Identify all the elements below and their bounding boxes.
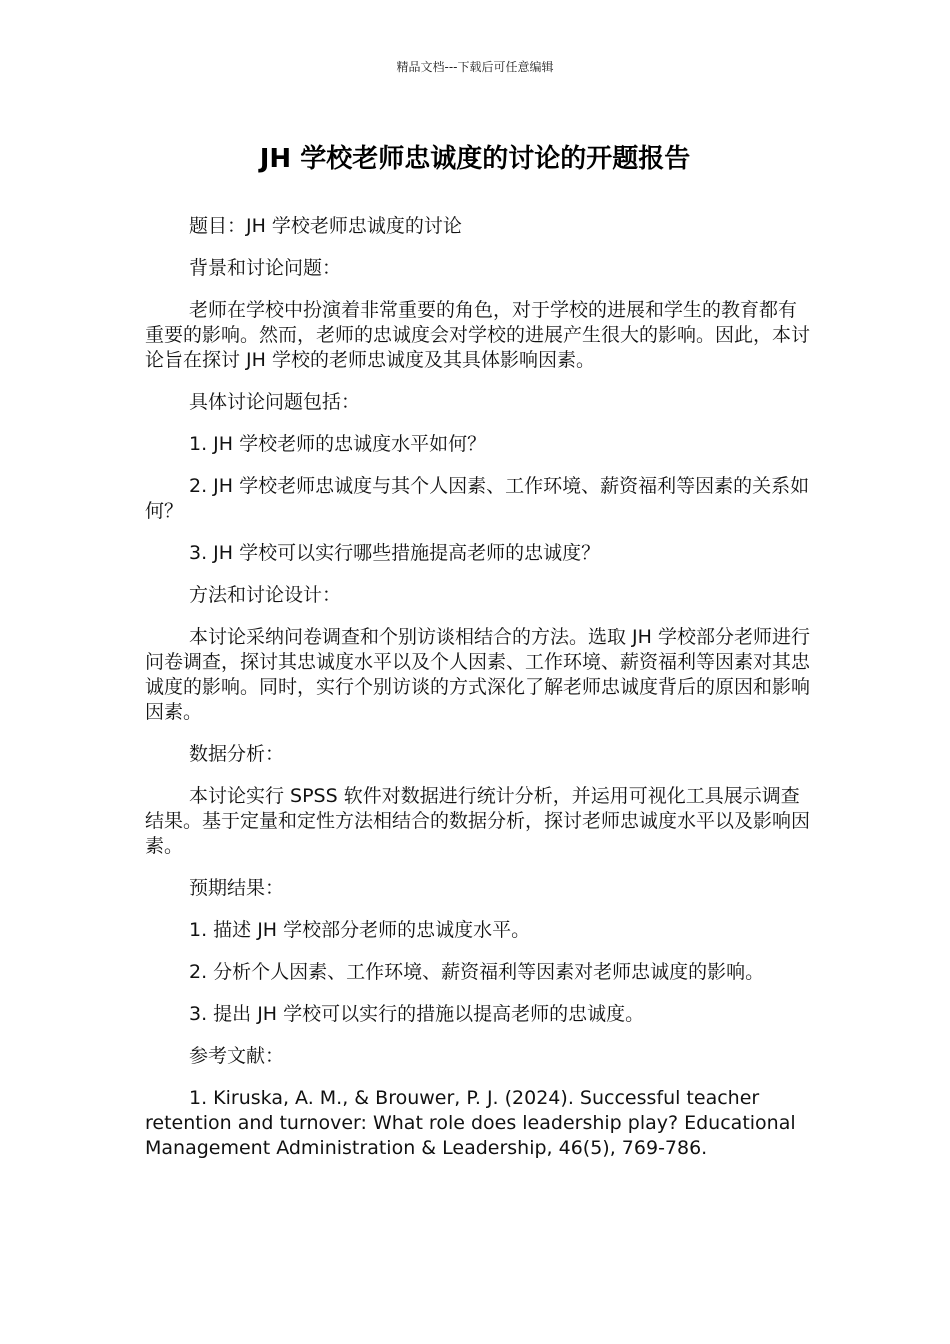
section-heading-questions: 具体讨论问题包括： <box>189 391 361 413</box>
question-item-2: 2. JH 学校老师忠诚度与其个人因素、工作环境、薪资福利等因素的关系如何？ <box>145 475 810 522</box>
page-header-note: 精品文档---下载后可任意编辑 <box>396 60 554 74</box>
section-heading-background: 背景和讨论问题： <box>189 257 342 279</box>
reference-item-1: 1. Kiruska, A. M., & Brouwer, P. J. (2024). Successful teacher retention and turnover: What role does leadership play? Educational Management Administration & Leadership, 46(5), 769-786. <box>145 1087 796 1159</box>
result-item-3: 3. 提出 JH 学校可以实行的措施以提高老师的忠诚度。 <box>189 1003 645 1025</box>
method-paragraph: 本讨论采纳问卷调查和个别访谈相结合的方法。选取 JH 学校部分老师进行问卷调查，探讨其忠诚度水平以及个人因素、工作环境、薪资福利等因素对其忠诚度的影响。同时，实行个别访谈的方式深化了解老师忠诚度背后的原因和影响因素。 <box>145 626 811 723</box>
background-paragraph: 老师在学校中扮演着非常重要的角色，对于学校的进展和学生的教育都有重要的影响。然而，老师的忠诚度会对学校的进展产生很大的影响。因此，本讨论旨在探讨 JH 学校的老师忠诚度及其具体影响因素。 <box>145 299 811 371</box>
question-item-3: 3. JH 学校可以实行哪些措施提高老师的忠诚度？ <box>189 542 601 564</box>
result-item-1: 1. 描述 JH 学校部分老师的忠诚度水平。 <box>189 919 531 941</box>
section-heading-results: 预期结果： <box>189 877 285 899</box>
question-item-1: 1. JH 学校老师的忠诚度水平如何？ <box>189 433 487 455</box>
result-item-2: 2. 分析个人因素、工作环境、薪资福利等因素对老师忠诚度的影响。 <box>189 961 765 983</box>
document-title: JH 学校老师忠诚度的讨论的开题报告 <box>259 144 691 174</box>
analysis-paragraph: 本讨论实行 SPSS 软件对数据进行统计分析，并运用可视化工具展示调查结果。基于定量和定性方法相结合的数据分析，探讨老师忠诚度水平以及影响因素。 <box>145 785 811 857</box>
topic-line: 题目：JH 学校老师忠诚度的讨论 <box>189 215 462 237</box>
section-heading-method: 方法和讨论设计： <box>189 584 342 606</box>
document-body <box>145 214 810 1178</box>
section-heading-references: 参考文献： <box>189 1045 285 1067</box>
section-heading-analysis: 数据分析： <box>189 743 285 765</box>
